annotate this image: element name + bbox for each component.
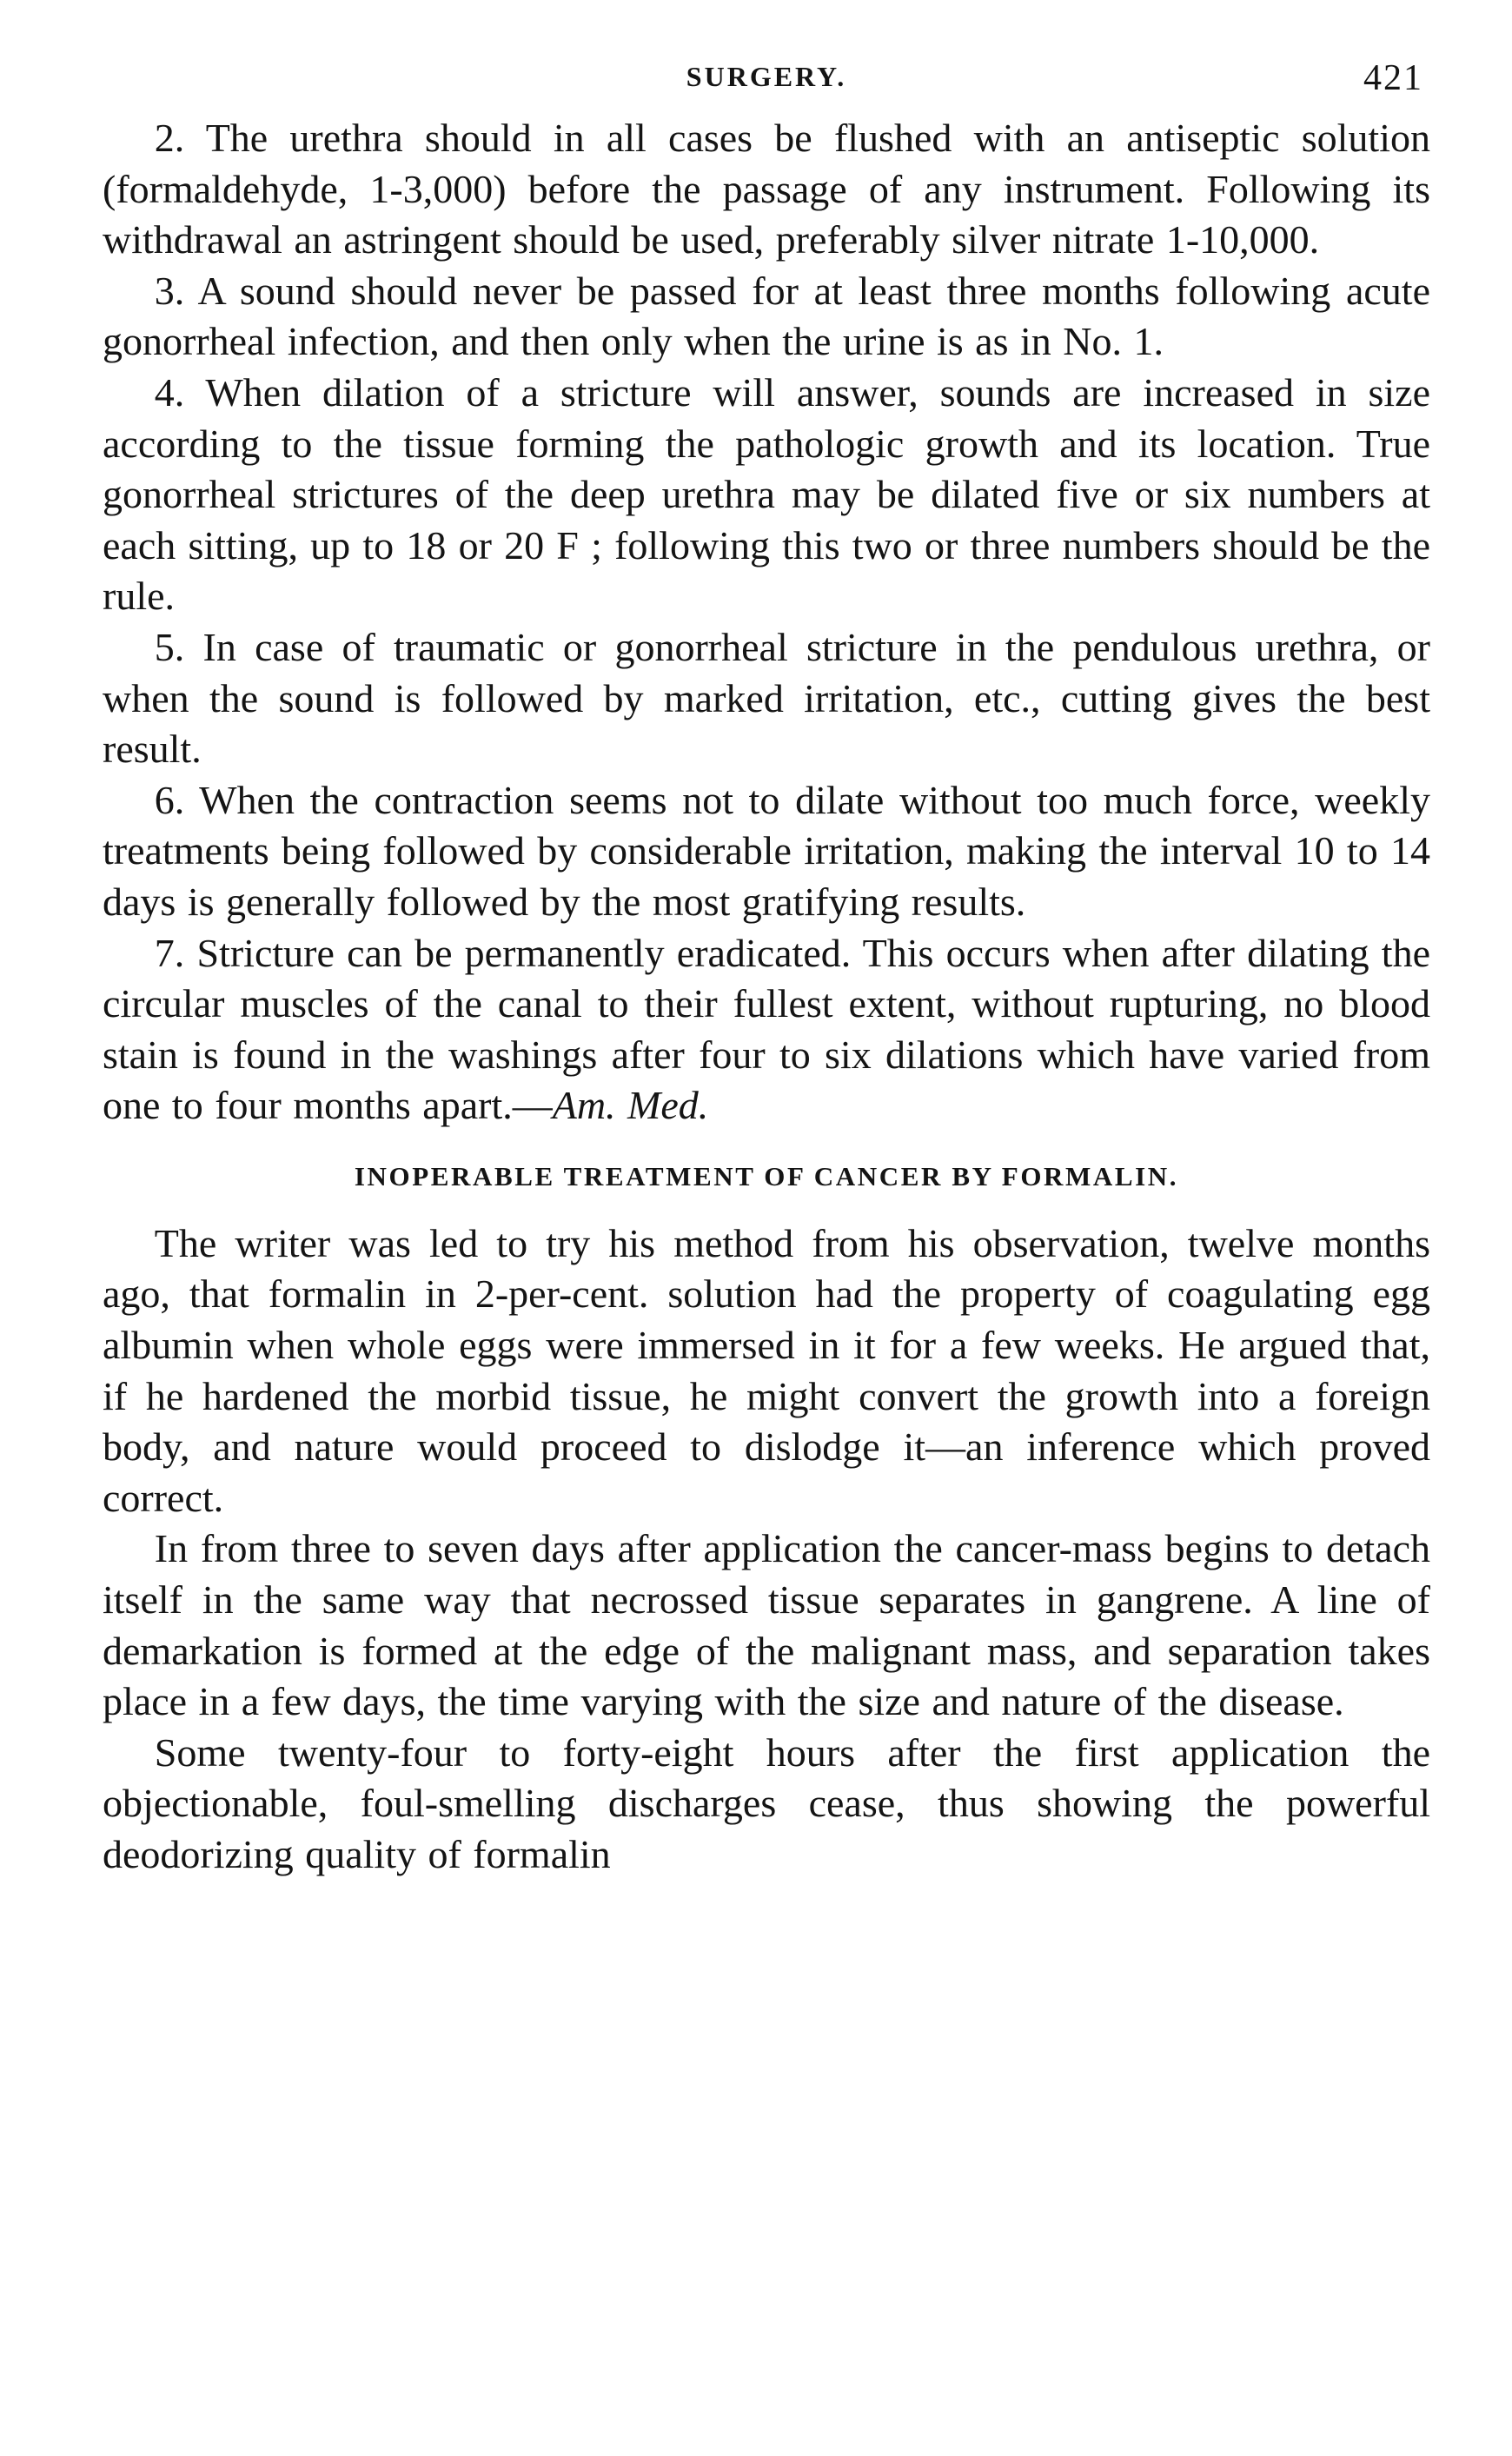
numbered-paragraph-6: 6. When the contraction seems not to dilate without too much force, weekly treatments being followed by considerable irritation, making the interval 10 to 14 days is generally followed by the most gratifying results. — [103, 777, 1430, 924]
section-body — [103, 1218, 1430, 1881]
running-head — [103, 58, 1430, 113]
book-page — [103, 58, 1430, 1881]
running-title: SURGERY. — [686, 61, 847, 92]
section-paragraph-3: Some twenty-four to forty-eight hours after the first application the objectionable, foul-smelling discharges cease, thus showing the powerful deodorizing quality of formalin — [103, 1729, 1430, 1876]
numbered-paragraph-3: 3. A sound should never be passed for at least three months following acute gonorrheal infection, and then only when the urine is as in No. 1. — [103, 268, 1430, 364]
section-paragraph-2: In from three to seven days after application the cancer-mass begins to detach itself in the same way that necrossed tissue separates in gangrene. A line of demarkation is formed at the edge of the malignant mass, and separation takes place in a few days, the time varying with the size and nature of the disease. — [103, 1526, 1430, 1724]
paragraph-7-text: 7. Stricture can be permanently eradicated. This occurs when after dilating the circular muscles of the canal to their fullest extent, without rupturing, no blood stain is found in the washings after four to six dilations which have varied from one to four months apart.— — [103, 930, 1430, 1128]
section-paragraph-1: The writer was led to try his method from his observation, twelve months ago, that formalin in 2-per-cent. solution had the property of coagulating egg albumin when whole eggs were immersed in it for a few weeks. He argued that, if he hardened the morbid tissue, he might convert the growth into a foreign body, and nature would proceed to dislodge it—an inference which proved correct. — [103, 1220, 1430, 1520]
numbered-paragraph-2: 2. The urethra should in all cases be flushed with an antiseptic solution (formaldehyde, 1-3,000) before the passage of any instrument. Following its withdrawal an astringent should be used, preferably silver nitrate 1-10,000. — [103, 116, 1430, 262]
numbered-paragraph-5: 5. In case of traumatic or gonorrheal stricture in the pendulous urethra, or when the sound is followed by marked irritation, etc., cutting gives the best result. — [103, 624, 1430, 772]
body-text — [103, 113, 1430, 1132]
numbered-paragraph-7 — [103, 928, 1430, 1132]
numbered-paragraph-4: 4. When dilation of a stricture will answer, sounds are increased in size according to the tissue forming the pathologic growth and its location. True gonorrheal strictures of the deep urethra may be dilated five or six numbers at each sitting, up to 18 or 20 F ; following this two or three numbers should be the rule. — [103, 369, 1430, 619]
page-number: 421 — [1363, 58, 1423, 98]
source-citation: Am. Med. — [552, 1083, 709, 1128]
section-heading: INOPERABLE TREATMENT OF CANCER BY FORMALIN. — [354, 1160, 1179, 1191]
